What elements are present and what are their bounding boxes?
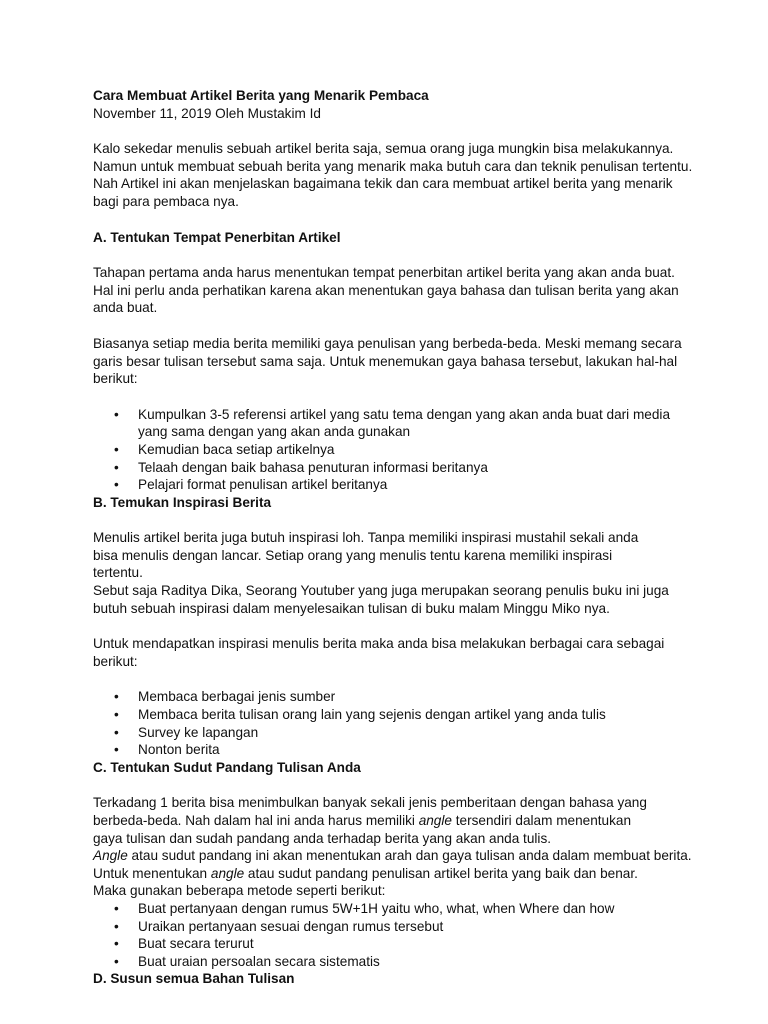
list-item: • Buat uraian persoalan secara sistematis: [138, 953, 693, 971]
intro-line-3: Nah Artikel ini akan menjelaskan bagaimana tekik dan cara membuat artikel berita yang menarik bagi para pembaca nya.: [93, 176, 673, 209]
list-item: • Nonton berita: [138, 741, 693, 759]
list-item: • Buat secara terurut: [138, 935, 693, 953]
section-c-text-3: [93, 865, 653, 900]
list-item: • Survey ke lapangan: [138, 724, 693, 742]
article-meta: November 11, 2019 Oleh Mustakim Id: [93, 105, 321, 121]
list-item: • Buat pertanyaan dengan rumus 5W+1H yaitu who, what, when Where dan how: [138, 900, 693, 918]
intro-line-2: Namun untuk membuat sebuah berita yang menarik maka butuh cara dan teknik penulisan tertentu.: [93, 158, 693, 174]
text-run-italic: angle: [418, 813, 452, 828]
intro-paragraph: [93, 140, 693, 210]
section-b-paragraph-3: Untuk mendapatkan inspirasi menulis berita maka anda bisa melakukan berbagai cara sebagai berikut:: [93, 636, 665, 669]
list-item: • Membaca berita tulisan orang lain yang sejenis dengan artikel yang anda tulis: [138, 706, 693, 724]
section-b-text-1: Menulis artikel berita juga butuh inspirasi loh. Tanpa memiliki inspirasi mustahil sekali anda bisa menulis dengan lancar. Setiap orang yang menulis tentu karena memiliki inspirasi tertentu.: [93, 530, 639, 581]
section-c-paragraph: [93, 794, 693, 900]
list-item: • Pelajari format penulisan artikel beritanya: [138, 476, 693, 494]
text-run: Terkadang 1 berita bisa menimbulkan banyak sekali jenis pemberitaan dengan bahasa yang berbeda-beda. Nah dalam hal ini anda harus memiliki: [93, 795, 647, 828]
section-b-paragraph-1: [93, 529, 693, 617]
section-a-paragraph-2: Biasanya setiap media berita memiliki gaya penulisan yang berbeda-beda. Meski memang secara garis besar tulisan tersebut sama saja. Untuk menemukan gaya bahasa tersebut, lakukan hal-hal berikut:: [93, 335, 682, 387]
section-c-list: [93, 900, 693, 970]
text-run: atau sudut pandang ini akan menentukan arah dan gaya tulisan anda dalam membuat berita.: [127, 848, 692, 864]
list-item: • Kumpulkan 3-5 referensi artikel yang satu tema dengan yang akan anda buat dari media yang sama dengan yang akan anda gunakan: [138, 406, 678, 441]
section-d-heading: D. Susun semua Bahan Tulisan: [93, 971, 295, 987]
section-b-heading: B. Temukan Inspirasi Berita: [93, 494, 272, 510]
section-a-list: [93, 406, 693, 494]
list-item: • Membaca berbagai jenis sumber: [138, 688, 693, 706]
document-page: [93, 87, 693, 1006]
text-run: tersendiri dalam menentukan gaya tulisan dan sudah pandang anda terhadap berita yang akan anda tulis.: [93, 813, 632, 846]
text-run: atau sudut pandang penulisan artikel berita yang baik dan benar. Maka gunakan beberapa metode seperti berikut:: [93, 865, 638, 899]
section-c-text-1: [93, 794, 653, 847]
list-item: • Uraikan pertanyaan sesuai dengan rumus tersebut: [138, 918, 693, 936]
list-item: • Kemudian baca setiap artikelnya: [138, 441, 693, 459]
section-c-heading: C. Tentukan Sudut Pandang Tulisan Anda: [93, 759, 361, 775]
text-run: Untuk menentukan: [93, 865, 211, 881]
section-b-text-2: Sebut saja Raditya Dika, Seorang Youtuber yang juga merupakan seorang penulis buku ini juga butuh sebuah inspirasi dalam menyelesaikan tulisan di buku malam Minggu Miko nya.: [93, 583, 669, 616]
text-run-italic: angle: [210, 865, 245, 881]
list-item: • Telaah dengan baik bahasa penuturan informasi beritanya: [138, 459, 693, 477]
intro-line-1: Kalo sekedar menulis sebuah artikel berita saja, semua orang juga mungkin bisa melakukannya.: [93, 141, 674, 157]
section-a-paragraph-1: Tahapan pertama anda harus menentukan tempat penerbitan artikel berita yang akan anda buat. Hal ini perlu anda perhatikan karena akan menentukan gaya bahasa dan tulisan berita yang akan anda buat.: [93, 265, 679, 316]
article-title: Cara Membuat Artikel Berita yang Menarik Pembaca: [93, 88, 429, 103]
section-a-heading: A. Tentukan Tempat Penerbitan Artikel: [93, 229, 341, 245]
text-run-italic: Angle: [93, 848, 128, 864]
section-c-text-2: [93, 847, 693, 865]
section-b-list: [93, 688, 693, 758]
